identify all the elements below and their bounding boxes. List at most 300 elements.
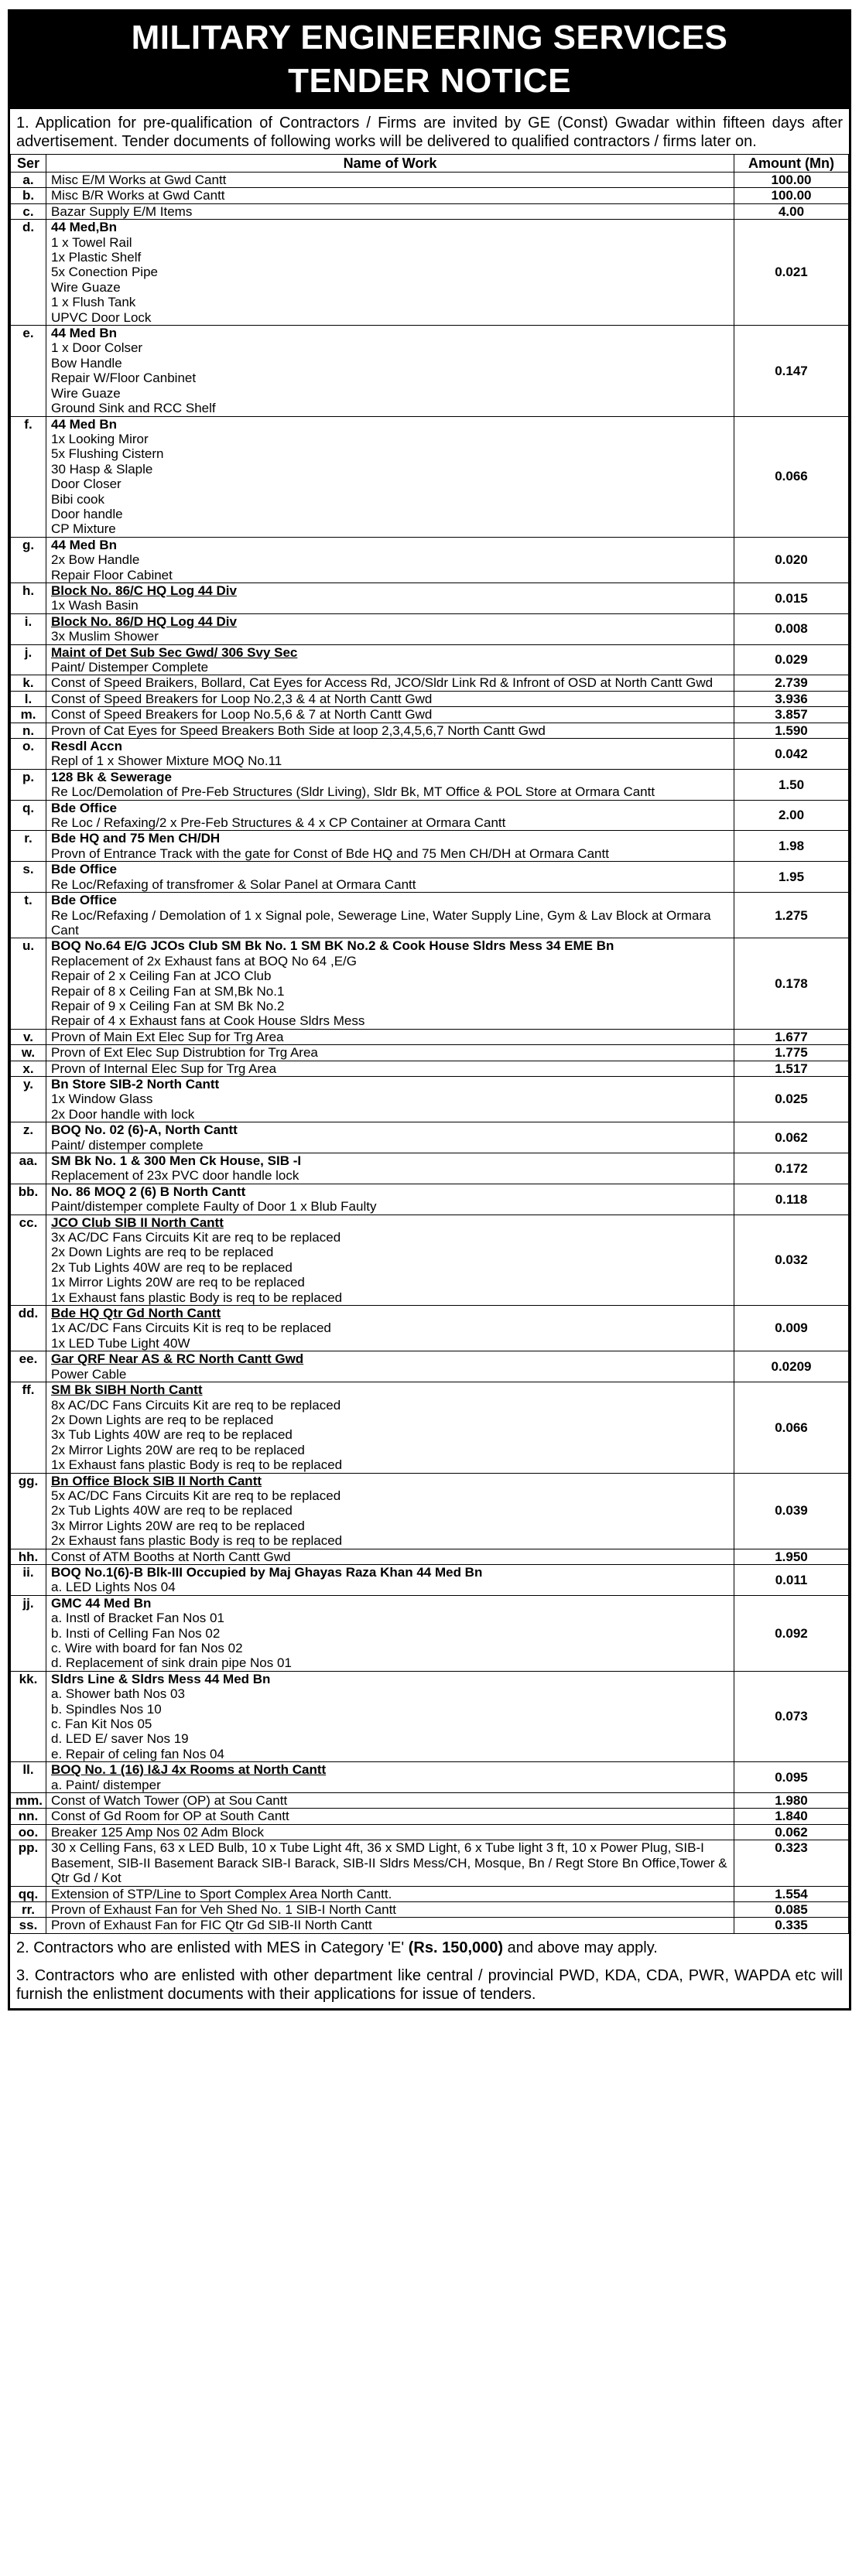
row-amount: 0.042	[734, 739, 849, 770]
row-ser: x.	[11, 1061, 46, 1076]
row-name-of-work	[46, 1184, 734, 1215]
work-detail-line: UPVC Door Lock	[51, 309, 152, 325]
work-detail-line: Provn of Entrance Track with the gate for Const of Bde HQ and 75 Men CH/DH at Ormara Cantt	[51, 846, 609, 861]
row-name-of-work	[46, 831, 734, 862]
row-ser: z.	[11, 1122, 46, 1153]
row-amount: 0.062	[734, 1824, 849, 1840]
row-ser: ee.	[11, 1351, 46, 1382]
row-ser: v.	[11, 1029, 46, 1044]
row-name-of-work	[46, 1045, 734, 1061]
work-title: BOQ No. 02 (6)-A, North Cantt	[51, 1122, 238, 1138]
work-detail-line: 1x Mirror Lights 20W are req to be replaced	[51, 1275, 305, 1290]
work-detail-line: Re Loc/Refaxing / Demolation of 1 x Signal pole, Sewerage Line, Water Supply Line, Gym & Lav Block at Ormara Cant	[51, 907, 711, 938]
work-detail-line: Repair of 8 x Ceiling Fan at SM,Bk No.1	[51, 983, 285, 999]
row-ser: kk.	[11, 1671, 46, 1761]
table-row	[11, 326, 849, 416]
work-title: Block No. 86/C HQ Log 44 Div	[51, 583, 237, 598]
work-detail-line: 1x Exhaust fans plastic Body is req to be replaced	[51, 1457, 343, 1473]
row-name-of-work	[46, 938, 734, 1029]
table-row	[11, 862, 849, 893]
row-name-of-work	[46, 1918, 734, 1933]
row-amount: 0.073	[734, 1671, 849, 1761]
work-detail-line: 3x Tub Lights 40W are req to be replaced	[51, 1427, 293, 1443]
other-department-paragraph: 3. Contractors who are enlisted with other department like central / provincial PWD, KDA, CDA, PWR, WAPDA etc will furnish the enlistment documents with their applications for issue of tenders.	[16, 1966, 843, 2003]
table-row	[11, 1045, 849, 1061]
table-row	[11, 203, 849, 219]
work-detail-line: c. Wire with board for fan Nos 02	[51, 1641, 243, 1655]
row-ser: r.	[11, 831, 46, 862]
work-title: JCO Club SIB II North Cantt	[51, 1215, 224, 1230]
work-title: 44 Med Bn	[51, 416, 118, 432]
row-amount: 100.00	[734, 173, 849, 188]
row-amount: 1.980	[734, 1793, 849, 1809]
work-detail-line: Replacement of 23x PVC door handle lock	[51, 1168, 299, 1184]
works-table-body	[11, 173, 849, 1934]
header-subtitle: TENDER NOTICE	[288, 62, 571, 100]
work-detail-line: 1 x Door Colser	[51, 340, 143, 356]
row-amount: 0.011	[734, 1564, 849, 1595]
table-row	[11, 1029, 849, 1044]
table-row	[11, 723, 849, 738]
table-row	[11, 938, 849, 1029]
row-amount: 0.085	[734, 1901, 849, 1917]
header-ser: Ser	[11, 155, 46, 173]
row-name-of-work	[46, 1564, 734, 1595]
row-ser: q.	[11, 800, 46, 831]
work-detail-line: 2x Bow Handle	[51, 552, 140, 568]
work-title: GMC 44 Med Bn	[51, 1595, 152, 1611]
works-table	[10, 154, 849, 1934]
table-row	[11, 691, 849, 706]
table-row	[11, 416, 849, 537]
work-detail-line: Wire Guaze	[51, 385, 121, 401]
row-amount: 0.020	[734, 537, 849, 583]
row-ser: cc.	[11, 1215, 46, 1305]
work-detail-line: Power Cable	[51, 1366, 127, 1382]
row-ser: m.	[11, 707, 46, 723]
work-detail-line: 2x Tub Lights 40W are req to be replaced	[51, 1259, 293, 1275]
table-row	[11, 1793, 849, 1809]
table-row	[11, 1671, 849, 1761]
row-name-of-work	[46, 1306, 734, 1351]
work-detail-line: 1x Wash Basin	[51, 598, 139, 613]
work-detail-line: 1 x Towel Rail	[51, 234, 132, 250]
work-title: Const of Speed Breakers for Loop No.5,6 & 7 at North Cantt Gwd	[51, 707, 433, 723]
row-ser: ii.	[11, 1564, 46, 1595]
row-name-of-work	[46, 800, 734, 831]
row-ser: p.	[11, 769, 46, 800]
work-title: SM Bk SIBH North Cantt	[51, 1382, 203, 1398]
table-row	[11, 800, 849, 831]
table-row	[11, 675, 849, 691]
work-title: Bde Office	[51, 893, 118, 908]
row-name-of-work	[46, 1595, 734, 1671]
row-ser: mm.	[11, 1793, 46, 1809]
work-title: Const of Watch Tower (OP) at Sou Cantt	[51, 1793, 288, 1809]
row-ser: k.	[11, 675, 46, 691]
work-detail-line: a. Paint/ distemper	[51, 1777, 161, 1792]
row-amount: 0.008	[734, 613, 849, 644]
work-detail-line: Bibi cook	[51, 491, 104, 507]
row-ser: t.	[11, 893, 46, 938]
table-row	[11, 1061, 849, 1076]
row-name-of-work	[46, 675, 734, 691]
header-amount: Amount (Mn)	[734, 155, 849, 173]
row-name-of-work	[46, 1824, 734, 1840]
row-name-of-work	[46, 862, 734, 893]
work-title: BOQ No.1(6)-B Blk-III Occupied by Maj Ghayas Raza Khan 44 Med Bn	[51, 1564, 483, 1580]
row-amount: 0.178	[734, 938, 849, 1029]
work-detail-line: 3x Mirror Lights 20W are req to be replaced	[51, 1518, 305, 1533]
row-ser: o.	[11, 739, 46, 770]
work-title: Provn of Main Ext Elec Sup for Trg Area	[51, 1029, 284, 1044]
row-ser: g.	[11, 537, 46, 583]
work-detail-line: 2x Down Lights are req to be replaced	[51, 1245, 274, 1260]
row-name-of-work	[46, 1809, 734, 1824]
row-amount: 0.009	[734, 1306, 849, 1351]
row-amount: 1.840	[734, 1809, 849, 1824]
row-amount: 1.95	[734, 862, 849, 893]
work-detail-line: Replacement of 2x Exhaust fans at BOQ No 64 ,E/G	[51, 953, 357, 969]
row-amount: 0.029	[734, 644, 849, 675]
row-amount: 1.554	[734, 1886, 849, 1901]
row-amount: 1.950	[734, 1549, 849, 1564]
row-name-of-work	[46, 203, 734, 219]
eligibility-amount: (Rs. 150,000)	[408, 1939, 504, 1956]
row-amount: 1.677	[734, 1029, 849, 1044]
work-title: 44 Med,Bn	[51, 220, 118, 235]
work-detail-line: a. Instl of Bracket Fan Nos 01	[51, 1611, 224, 1626]
work-detail-line: Repair W/Floor Canbinet	[51, 371, 197, 386]
work-detail-line: 1x Exhaust fans plastic Body is req to be replaced	[51, 1290, 343, 1305]
row-name-of-work	[46, 1549, 734, 1564]
table-row	[11, 1824, 849, 1840]
work-detail-line: 1x LED Tube Light 40W	[51, 1335, 190, 1351]
work-detail-line: 30 Hasp & Slaple	[51, 461, 153, 477]
work-detail-line: a. LED Lights Nos 04	[51, 1580, 176, 1595]
row-ser: aa.	[11, 1153, 46, 1184]
row-amount: 0.015	[734, 583, 849, 613]
work-detail-line: b. Insti of Celling Fan Nos 02	[51, 1625, 221, 1641]
row-name-of-work	[46, 1061, 734, 1076]
work-title: 128 Bk & Sewerage	[51, 769, 172, 784]
work-title: Maint of Det Sub Sec Gwd/ 306 Svy Sec	[51, 644, 298, 660]
work-detail-line: d. Replacement of sink drain pipe Nos 01	[51, 1655, 292, 1671]
work-detail-line: Re Loc / Refaxing/2 x Pre-Feb Structures & 4 x CP Container at Ormara Cantt	[51, 815, 506, 831]
table-row	[11, 188, 849, 203]
row-name-of-work	[46, 691, 734, 706]
work-detail-line: 3x Muslim Shower	[51, 629, 159, 644]
work-title: BOQ No.64 E/G JCOs Club SM Bk No. 1 SM BK No.2 & Cook House Sldrs Mess 34 EME Bn	[51, 938, 614, 954]
work-detail-line: Repair of 9 x Ceiling Fan at SM Bk No.2	[51, 998, 285, 1013]
row-amount: 0.025	[734, 1076, 849, 1122]
row-name-of-work	[46, 1382, 734, 1473]
work-detail-line: 1 x Flush Tank	[51, 295, 136, 310]
table-row	[11, 1762, 849, 1793]
work-title: Bde Office	[51, 800, 118, 815]
row-name-of-work	[46, 1351, 734, 1382]
work-detail-line: Paint/ Distemper Complete	[51, 660, 209, 675]
work-detail-line: Repair of 4 x Exhaust fans at Cook House Sldrs Mess	[51, 1013, 365, 1029]
work-title: Bn Office Block SIB II North Cantt	[51, 1473, 262, 1488]
work-title: 44 Med Bn	[51, 326, 118, 341]
work-title: SM Bk No. 1 & 300 Men Ck House, SIB -I	[51, 1153, 302, 1168]
row-ser: f.	[11, 416, 46, 537]
row-name-of-work	[46, 707, 734, 723]
work-detail-line: e. Repair of celing fan Nos 04	[51, 1746, 224, 1761]
work-detail-line: 2x Mirror Lights 20W are req to be replaced	[51, 1442, 305, 1457]
row-amount: 2.739	[734, 675, 849, 691]
table-row	[11, 831, 849, 862]
row-amount: 2.00	[734, 800, 849, 831]
row-name-of-work	[46, 739, 734, 770]
work-detail-line: CP Mixture	[51, 521, 116, 537]
row-amount: 1.275	[734, 893, 849, 938]
row-ser: d.	[11, 220, 46, 326]
row-amount: 0.118	[734, 1184, 849, 1215]
work-title: Provn of Exhaust Fan for Veh Shed No. 1 SIB-I North Cantt	[51, 1901, 397, 1917]
row-amount: 0.335	[734, 1918, 849, 1933]
row-ser: gg.	[11, 1473, 46, 1549]
row-ser: dd.	[11, 1306, 46, 1351]
row-name-of-work	[46, 893, 734, 938]
row-name-of-work	[46, 1473, 734, 1549]
work-title: Extension of STP/Line to Sport Complex Area North Cantt.	[51, 1886, 392, 1901]
table-row	[11, 583, 849, 613]
row-ser: oo.	[11, 1824, 46, 1840]
row-amount: 0.021	[734, 220, 849, 326]
row-name-of-work	[46, 769, 734, 800]
work-title: 44 Med Bn	[51, 537, 118, 552]
work-title: Gar QRF Near AS & RC North Cantt Gwd	[51, 1351, 304, 1367]
row-amount: 0.039	[734, 1473, 849, 1549]
row-ser: s.	[11, 862, 46, 893]
row-ser: pp.	[11, 1840, 46, 1886]
table-row	[11, 1351, 849, 1382]
work-detail-line: 5x AC/DC Fans Circuits Kit are req to be replaced	[51, 1488, 341, 1503]
row-amount: 1.590	[734, 723, 849, 738]
eligibility-paragraph	[10, 1934, 849, 1962]
work-title: Resdl Accn	[51, 739, 122, 754]
row-name-of-work	[46, 1840, 734, 1886]
work-title: Provn of Exhaust Fan for FIC Qtr Gd SIB-II North Cantt	[51, 1918, 372, 1933]
row-amount: 100.00	[734, 188, 849, 203]
intro-paragraph: 1. Application for pre-qualification of Contractors / Firms are invited by GE (Const) Gwadar within fifteen days after advertisement. Tender documents of following works will be delivered to qualified contractors / firms later on.	[16, 114, 843, 150]
row-name-of-work	[46, 1029, 734, 1044]
table-row	[11, 173, 849, 188]
table-row	[11, 1840, 849, 1886]
row-amount: 0.066	[734, 1382, 849, 1473]
row-ser: ff.	[11, 1382, 46, 1473]
table-row	[11, 1153, 849, 1184]
table-row	[11, 739, 849, 770]
work-detail-line: 8x AC/DC Fans Circuits Kit are req to be replaced	[51, 1397, 341, 1413]
table-row	[11, 644, 849, 675]
work-detail-line: Repair of 2 x Ceiling Fan at JCO Club	[51, 969, 272, 984]
work-detail-line: 2x Down Lights are req to be replaced	[51, 1412, 274, 1427]
row-name-of-work	[46, 1762, 734, 1793]
work-detail-line: 3x AC/DC Fans Circuits Kit are req to be replaced	[51, 1230, 341, 1245]
work-title: Provn of Internal Elec Sup for Trg Area	[51, 1061, 277, 1076]
table-row	[11, 220, 849, 326]
work-detail-line: 1x Looking Miror	[51, 431, 149, 446]
row-amount: 1.517	[734, 1061, 849, 1076]
table-row	[11, 537, 849, 583]
row-name-of-work	[46, 1793, 734, 1809]
work-detail-line: Repair Floor Cabinet	[51, 567, 173, 583]
row-ser: b.	[11, 188, 46, 203]
row-name-of-work	[46, 537, 734, 583]
row-ser: qq.	[11, 1886, 46, 1901]
row-ser: a.	[11, 173, 46, 188]
row-amount: 1.50	[734, 769, 849, 800]
row-ser: ll.	[11, 1762, 46, 1793]
work-title: Sldrs Line & Sldrs Mess 44 Med Bn	[51, 1671, 271, 1686]
row-ser: c.	[11, 203, 46, 219]
row-amount: 0.032	[734, 1215, 849, 1305]
row-ser: bb.	[11, 1184, 46, 1215]
work-title: Block No. 86/D HQ Log 44 Div	[51, 613, 237, 629]
work-detail-line: Paint/ distemper complete	[51, 1137, 204, 1153]
row-name-of-work	[46, 1122, 734, 1153]
work-detail-line: c. Fan Kit Nos 05	[51, 1717, 152, 1732]
work-title: Bde HQ and 75 Men CH/DH	[51, 831, 221, 846]
row-amount: 3.936	[734, 691, 849, 706]
table-row	[11, 1215, 849, 1305]
table-row	[11, 613, 849, 644]
row-ser: l.	[11, 691, 46, 706]
row-amount: 1.775	[734, 1045, 849, 1061]
row-amount: 0.172	[734, 1153, 849, 1184]
row-name-of-work	[46, 613, 734, 644]
work-detail-line: 1x AC/DC Fans Circuits Kit is req to be replaced	[51, 1320, 331, 1336]
table-row	[11, 1076, 849, 1122]
table-row	[11, 1382, 849, 1473]
work-title: Const of Speed Breakers for Loop No.2,3 & 4 at North Cantt Gwd	[51, 691, 433, 706]
work-detail-line: 5x Flushing Cistern	[51, 446, 164, 462]
work-detail-line: Re Loc/Refaxing of transfromer & Solar Panel at Ormara Cantt	[51, 876, 416, 892]
row-name-of-work	[46, 723, 734, 738]
work-detail-line: Re Loc/Demolation of Pre-Feb Structures (Sldr Living), Sldr Bk, MT Office & POL Store at Ormara Cantt	[51, 784, 655, 800]
work-detail-line: Wire Guaze	[51, 279, 121, 295]
work-title: Bde HQ Qtr Gd North Cantt	[51, 1306, 221, 1321]
work-detail-line: 2x Exhaust fans plastic Body is req to be replaced	[51, 1533, 343, 1549]
table-header-row	[11, 155, 849, 173]
row-name-of-work	[46, 1215, 734, 1305]
row-name-of-work	[46, 1901, 734, 1917]
work-title: Misc E/M Works at Gwd Cantt	[51, 173, 227, 187]
row-ser: jj.	[11, 1595, 46, 1671]
work-title: No. 86 MOQ 2 (6) B North Cantt	[51, 1184, 246, 1199]
row-name-of-work	[46, 1671, 734, 1761]
row-ser: rr.	[11, 1901, 46, 1917]
work-detail-line: Paint/distemper complete Faulty of Door 1 x Blub Faulty	[51, 1199, 377, 1215]
row-ser: hh.	[11, 1549, 46, 1564]
work-title: Const of ATM Booths at North Cantt Gwd	[51, 1549, 291, 1564]
row-ser: e.	[11, 326, 46, 416]
row-amount: 0.095	[734, 1762, 849, 1793]
row-amount: 1.98	[734, 831, 849, 862]
work-detail-line: a. Shower bath Nos 03	[51, 1686, 185, 1702]
row-name-of-work	[46, 1153, 734, 1184]
work-detail-line: Ground Sink and RCC Shelf	[51, 401, 216, 416]
work-detail-line: Door handle	[51, 506, 123, 521]
row-ser: y.	[11, 1076, 46, 1122]
row-amount: 0.062	[734, 1122, 849, 1153]
row-ser: h.	[11, 583, 46, 613]
table-row	[11, 707, 849, 723]
header-title: MILITARY ENGINEERING SERVICES	[131, 19, 728, 56]
row-name-of-work	[46, 1886, 734, 1901]
table-row	[11, 1595, 849, 1671]
table-row	[11, 1122, 849, 1153]
work-title: Const of Speed Braikers, Bollard, Cat Eyes for Access Rd, JCO/Sldr Link Rd & Infront of OSD at North Cantt Gwd	[51, 675, 714, 691]
row-name-of-work	[46, 416, 734, 537]
row-name-of-work	[46, 583, 734, 613]
row-name-of-work	[46, 220, 734, 326]
row-amount: 0.0209	[734, 1351, 849, 1382]
table-row	[11, 1564, 849, 1595]
row-name-of-work	[46, 188, 734, 203]
row-amount: 0.092	[734, 1595, 849, 1671]
table-row	[11, 1886, 849, 1901]
work-detail-line: 5x Conection Pipe	[51, 265, 158, 280]
work-title: Bn Store SIB-2 North Cantt	[51, 1076, 220, 1092]
table-row	[11, 1184, 849, 1215]
row-ser: nn.	[11, 1809, 46, 1824]
table-row	[11, 1473, 849, 1549]
work-detail-line: 2x Tub Lights 40W are req to be replaced	[51, 1503, 293, 1519]
work-title: Provn of Cat Eyes for Speed Breakers Both Side at loop 2,3,4,5,6,7 North Cantt Gwd	[51, 723, 546, 738]
row-name-of-work	[46, 1076, 734, 1122]
work-detail-line: d. LED E/ saver Nos 19	[51, 1731, 189, 1747]
work-title: Bde Office	[51, 862, 118, 877]
table-row	[11, 1306, 849, 1351]
row-amount: 0.147	[734, 326, 849, 416]
work-title: Breaker 125 Amp Nos 02 Adm Block	[51, 1824, 264, 1840]
row-name-of-work	[46, 173, 734, 188]
header-name-of-work: Name of Work	[46, 155, 734, 173]
work-detail-line: Door Closer	[51, 477, 121, 492]
row-ser: i.	[11, 613, 46, 644]
work-title: BOQ No. 1 (16) I&J 4x Rooms at North Cantt	[51, 1762, 327, 1778]
work-detail-line: 1x Window Glass	[51, 1092, 153, 1107]
row-ser: j.	[11, 644, 46, 675]
work-detail-line: 1x Plastic Shelf	[51, 250, 142, 265]
row-amount: 0.323	[734, 1840, 849, 1886]
work-title: Bazar Supply E/M Items	[51, 203, 193, 219]
row-name-of-work	[46, 644, 734, 675]
row-ser: u.	[11, 938, 46, 1029]
table-row	[11, 893, 849, 938]
row-ser: n.	[11, 723, 46, 738]
work-title: 30 x Celling Fans, 63 x LED Bulb, 10 x Tube Light 4ft, 36 x SMD Light, 6 x Tube light 3 ft, 10 x Power Plug, SIB-I Basement, SIB-II Basement Barack SIB-I Barack, SIB-II Sldrs Mess/CH, Mosque, Bn / Regt Store Bn Office,Tower & Qtr Gd / Kot	[51, 1840, 727, 1886]
work-detail-line: Repl of 1 x Shower Mixture MOQ No.11	[51, 753, 282, 769]
row-amount: 3.857	[734, 707, 849, 723]
table-row	[11, 1918, 849, 1933]
work-detail-line: Bow Handle	[51, 355, 122, 371]
row-name-of-work	[46, 326, 734, 416]
table-row	[11, 769, 849, 800]
table-row	[11, 1901, 849, 1917]
row-ser: ss.	[11, 1918, 46, 1933]
row-ser: w.	[11, 1045, 46, 1061]
table-row	[11, 1809, 849, 1824]
eligibility-text: 2. Contractors who are enlisted with MES in Category 'E'	[16, 1939, 409, 1956]
tender-notice	[8, 9, 851, 2011]
row-amount: 4.00	[734, 203, 849, 219]
notice-header	[10, 12, 849, 109]
